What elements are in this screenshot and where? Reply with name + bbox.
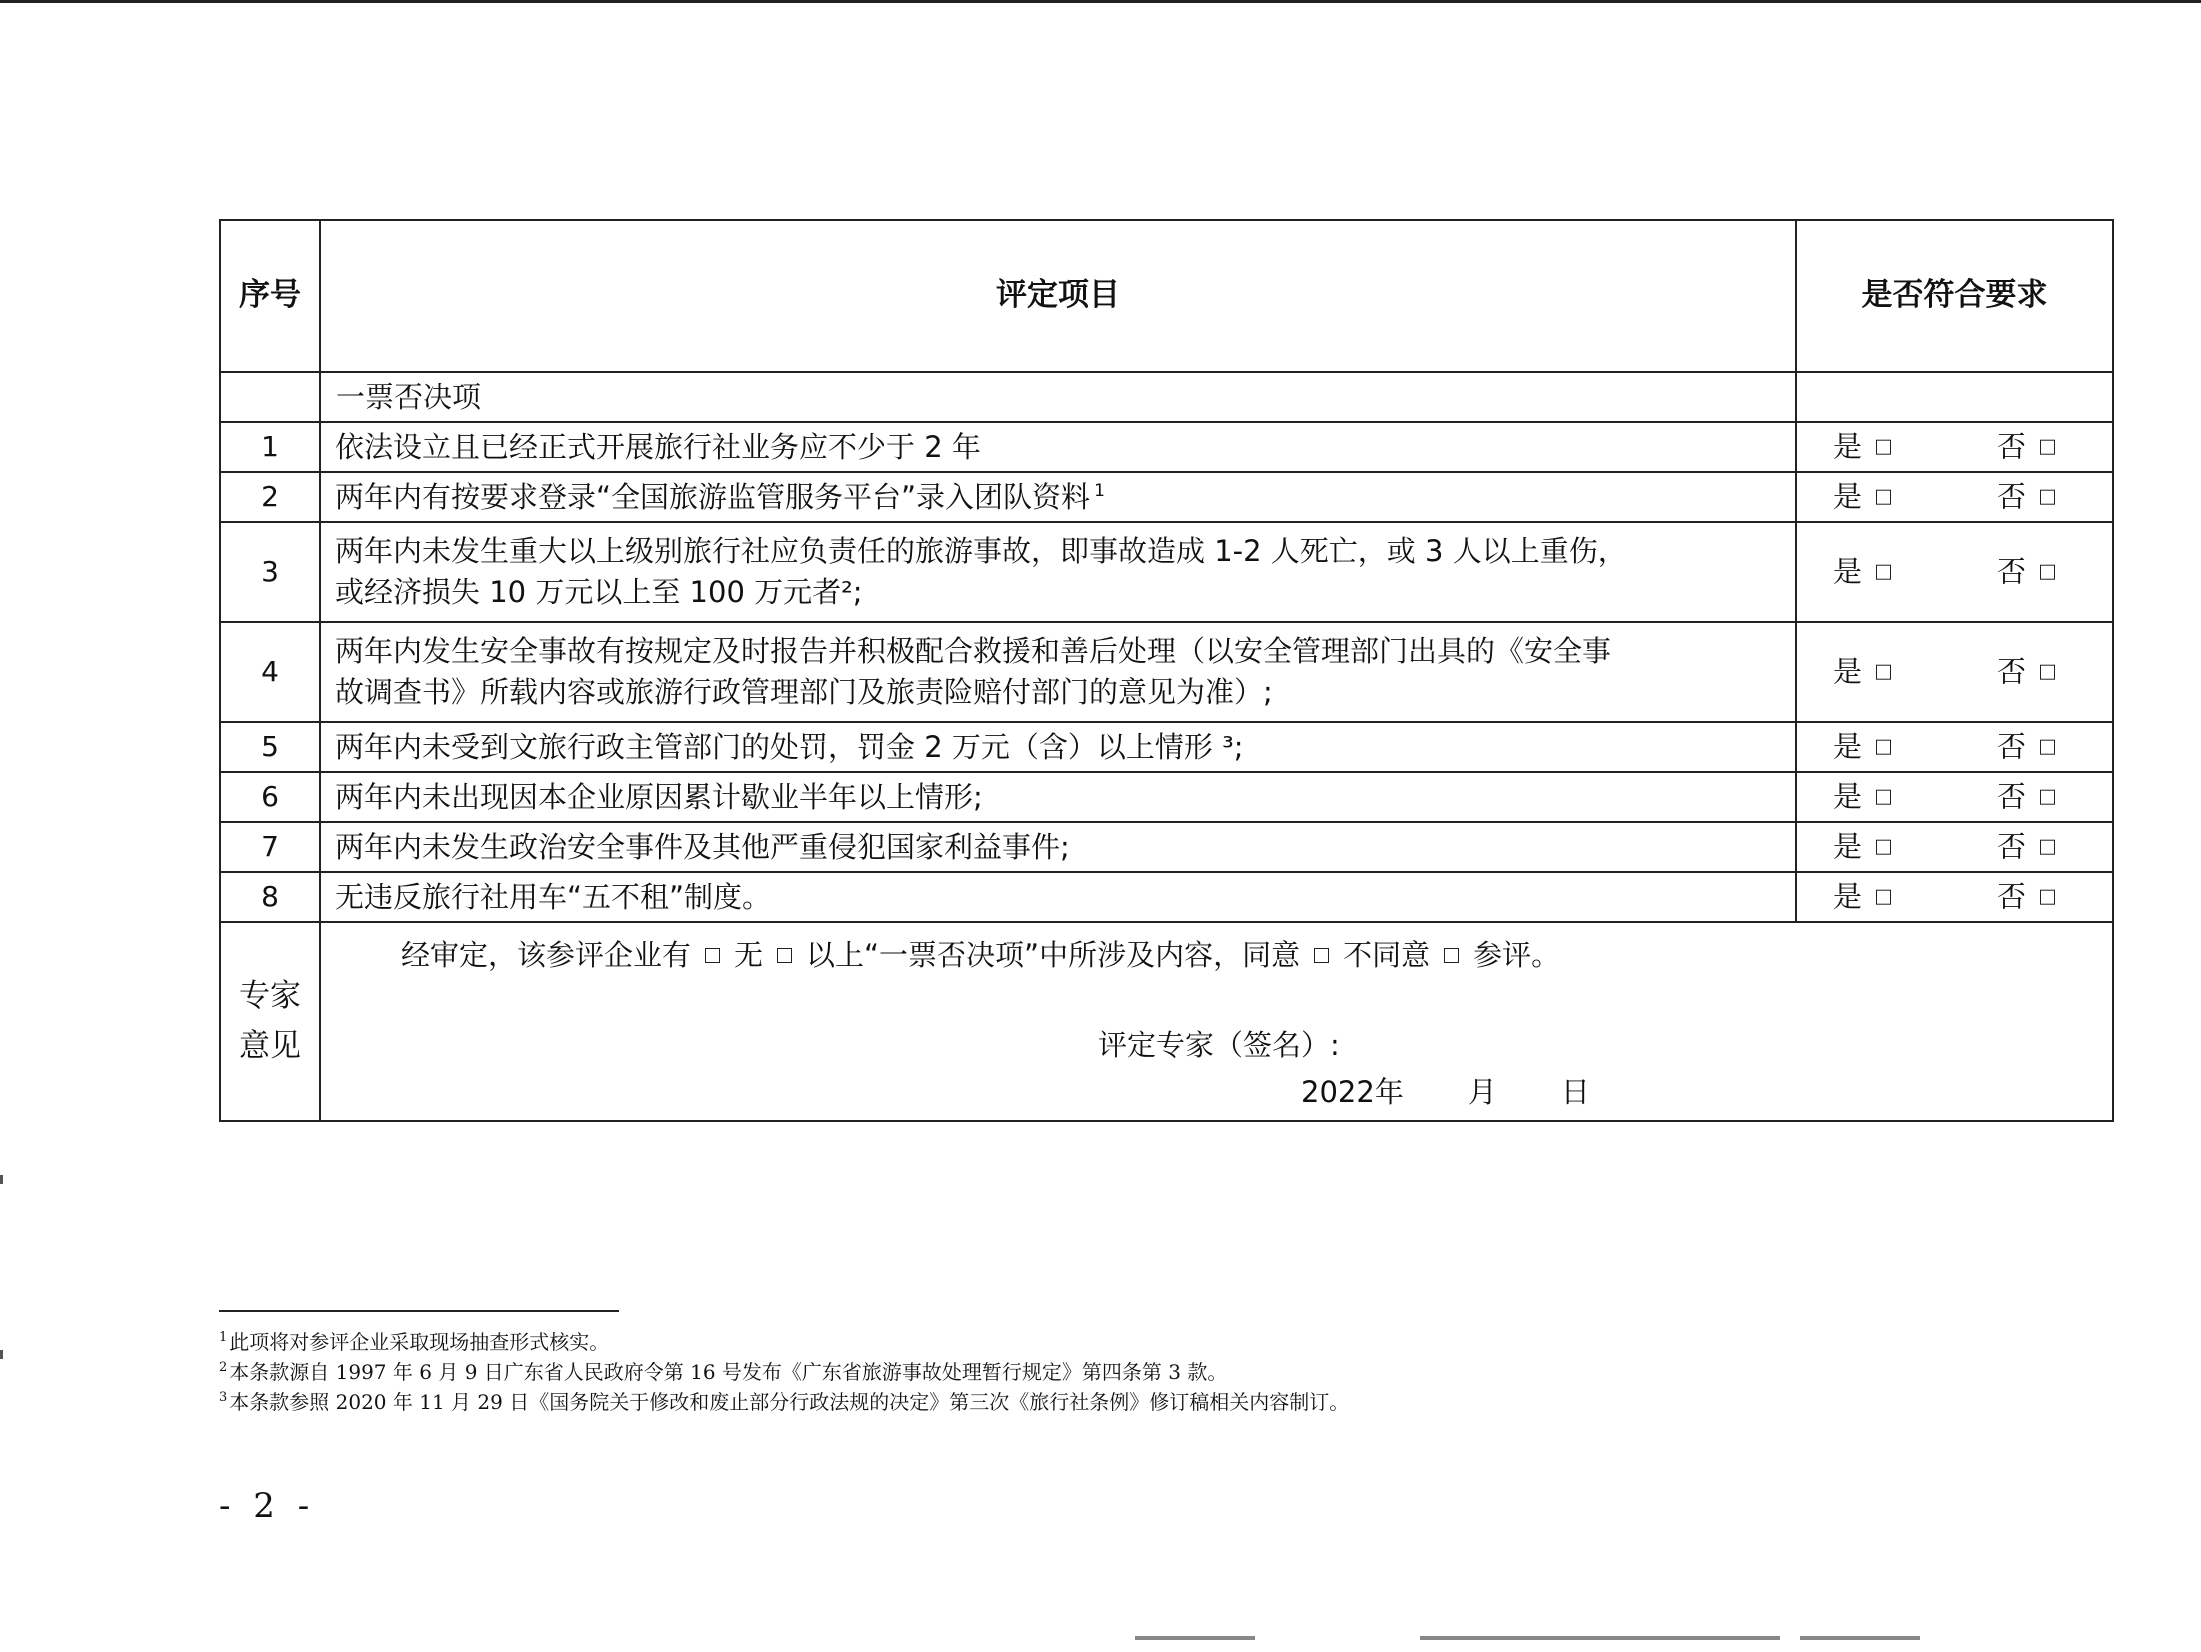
yes-option[interactable] (1833, 552, 1891, 593)
disagree-checkbox[interactable] (1444, 948, 1459, 963)
row-number: 8 (220, 872, 320, 922)
no-label: 否 (1997, 829, 2027, 864)
table-row (220, 822, 2113, 872)
yes-label: 是 (1833, 829, 1863, 864)
row-criterion (320, 472, 1796, 522)
no-checkbox[interactable] (2040, 789, 2055, 804)
yes-checkbox[interactable] (1876, 839, 1891, 854)
statement-part: 参评。 (1473, 938, 1561, 972)
row-compliance (1796, 872, 2113, 922)
row-criterion (320, 622, 1796, 722)
yes-option[interactable] (1833, 477, 1891, 518)
section-empty-cell (1796, 372, 2113, 422)
statement-part: 经审定，该参评企业有 (401, 938, 692, 972)
footnote-line (219, 1326, 609, 1355)
row-criterion (320, 822, 1796, 872)
table-header-row (220, 220, 2113, 372)
signature-label: 评定专家（签名）: (1098, 1028, 1340, 1062)
table-row (220, 472, 2113, 522)
row-criterion (320, 722, 1796, 772)
yes-option[interactable] (1833, 827, 1891, 868)
criterion-text: 两年内未受到文旅行政主管部门的处罚，罚金 2 万元（含）以上情形 ³; (335, 729, 1244, 764)
yes-checkbox[interactable] (1876, 889, 1891, 904)
scan-margin-mark (0, 1175, 3, 1184)
row-number: 5 (220, 722, 320, 772)
no-label: 否 (1997, 479, 2027, 514)
criterion-text: 两年内有按要求登录“全国旅游监管服务平台”录入团队资料 (335, 479, 1091, 514)
no-label: 否 (1997, 654, 2027, 689)
scan-artifact (1135, 1636, 1255, 1640)
footnote-text: 本条款源自 1997 年 6 月 9 日广东省人民政府令第 16 号发布《广东省旅游事故处理暂行规定》第四条第 3 款。 (229, 1360, 1228, 1384)
section-title: 一票否决项 (320, 372, 1796, 422)
yes-option[interactable] (1833, 427, 1891, 468)
has-checkbox[interactable] (705, 948, 720, 963)
scan-artifact (1420, 1636, 1780, 1640)
row-criterion (320, 772, 1796, 822)
section-row (220, 372, 2113, 422)
table-row (220, 722, 2113, 772)
row-number: 4 (220, 622, 320, 722)
footnote-line (219, 1386, 1349, 1415)
no-label: 否 (1997, 554, 2027, 589)
row-criterion (320, 522, 1796, 622)
no-checkbox[interactable] (2040, 839, 2055, 854)
criterion-text: 无违反旅行社用车“五不租”制度。 (335, 879, 772, 914)
yes-checkbox[interactable] (1876, 439, 1891, 454)
no-label: 否 (1997, 879, 2027, 914)
table-row (220, 622, 2113, 722)
no-option[interactable] (1997, 477, 2055, 518)
table-row (220, 772, 2113, 822)
yes-label: 是 (1833, 429, 1863, 464)
row-compliance (1796, 722, 2113, 772)
row-compliance (1796, 772, 2113, 822)
row-compliance (1796, 472, 2113, 522)
date-year: 2022 (1301, 1075, 1375, 1109)
no-option[interactable] (1997, 552, 2055, 593)
table-row (220, 522, 2113, 622)
no-option[interactable] (1997, 427, 2055, 468)
footnote-text: 此项将对参评企业采取现场抽查形式核实。 (229, 1330, 610, 1354)
expert-label-line2: 意见 (239, 1027, 301, 1064)
date-month-unit: 月 (1467, 1075, 1497, 1109)
criterion-text: 依法设立且已经正式开展旅行社业务应不少于 2 年 (335, 429, 981, 464)
yes-label: 是 (1833, 779, 1863, 814)
scan-margin-mark (0, 1350, 3, 1359)
yes-label: 是 (1833, 554, 1863, 589)
section-empty-cell (220, 372, 320, 422)
no-option[interactable] (1997, 652, 2055, 693)
expert-opinion-content (320, 922, 2113, 1121)
yes-option[interactable] (1833, 727, 1891, 768)
scan-top-border (0, 0, 2201, 3)
yes-checkbox[interactable] (1876, 664, 1891, 679)
yes-label: 是 (1833, 729, 1863, 764)
yes-checkbox[interactable] (1876, 564, 1891, 579)
no-checkbox[interactable] (2040, 664, 2055, 679)
yes-option[interactable] (1833, 877, 1891, 918)
expert-statement (401, 935, 1560, 976)
criterion-text-cont: 或经济损失 10 万元以上至 100 万元者²; (335, 575, 863, 609)
yes-label: 是 (1833, 479, 1863, 514)
row-number: 7 (220, 822, 320, 872)
date-day-unit: 日 (1560, 1075, 1590, 1109)
footnote-mark: 2 (219, 1360, 228, 1376)
no-label: 否 (1997, 729, 2027, 764)
row-criterion (320, 872, 1796, 922)
no-label: 否 (1997, 429, 2027, 464)
yes-label: 是 (1833, 879, 1863, 914)
footnote-rule (219, 1310, 619, 1312)
no-checkbox[interactable] (2040, 489, 2055, 504)
header-item: 评定项目 (320, 220, 1796, 372)
no-label: 否 (1997, 779, 2027, 814)
criterion-text: 两年内未发生政治安全事件及其他严重侵犯国家利益事件; (335, 829, 1070, 864)
footnote-mark: 3 (219, 1390, 228, 1406)
none-checkbox[interactable] (777, 948, 792, 963)
table-row (220, 872, 2113, 922)
yes-option[interactable] (1833, 777, 1891, 818)
yes-checkbox[interactable] (1876, 789, 1891, 804)
footnote-line (219, 1356, 1227, 1385)
footnote-text: 本条款参照 2020 年 11 月 29 日《国务院关于修改和废止部分行政法规的决定》第三次《旅行社条例》修订稿相关内容制订。 (229, 1390, 1350, 1414)
page-number: - 2 - (219, 1486, 316, 1526)
row-number: 3 (220, 522, 320, 622)
statement-part: 以上“一票否决项”中所涉及内容，同意 (806, 938, 1301, 972)
footnote-mark: 1 (219, 1330, 228, 1346)
row-number: 1 (220, 422, 320, 472)
no-checkbox[interactable] (2040, 439, 2055, 454)
criterion-text-cont: 故调查书》所载内容或旅游行政管理部门及旅责险赔付部门的意见为准）; (335, 675, 1273, 709)
criterion-text: 两年内未出现因本企业原因累计歇业半年以上情形; (335, 779, 983, 814)
date-year-unit: 年 (1374, 1075, 1404, 1109)
row-compliance (1796, 822, 2113, 872)
row-criterion (320, 422, 1796, 472)
yes-label: 是 (1833, 654, 1863, 689)
table-row (220, 422, 2113, 472)
no-checkbox[interactable] (2040, 564, 2055, 579)
row-number: 6 (220, 772, 320, 822)
criterion-text: 两年内未发生重大以上级别旅行社应负责任的旅游事故，即事故造成 1-2 人死亡，或 3 人以上重伤， (335, 534, 1627, 569)
statement-part: 不同意 (1343, 938, 1431, 972)
yes-checkbox[interactable] (1876, 489, 1891, 504)
criterion-text: 两年内发生安全事故有按规定及时报告并积极配合救援和善后处理（以安全管理部门出具的《安全事 (335, 634, 1612, 669)
yes-checkbox[interactable] (1876, 739, 1891, 754)
no-option[interactable] (1997, 877, 2055, 918)
row-compliance (1796, 522, 2113, 622)
no-option[interactable] (1997, 727, 2055, 768)
no-option[interactable] (1997, 827, 2055, 868)
no-checkbox[interactable] (2040, 739, 2055, 754)
footnote-ref: 1 (1094, 481, 1105, 502)
expert-opinion-row (220, 922, 2113, 1121)
no-option[interactable] (1997, 777, 2055, 818)
no-checkbox[interactable] (2040, 889, 2055, 904)
signature-date (1301, 1072, 1590, 1113)
expert-opinion-label (220, 922, 320, 1121)
scan-artifact (1800, 1636, 1920, 1640)
agree-checkbox[interactable] (1314, 948, 1329, 963)
header-serial: 序号 (220, 220, 320, 372)
header-compliance: 是否符合要求 (1796, 220, 2113, 372)
row-number: 2 (220, 472, 320, 522)
statement-part: 无 (734, 938, 764, 972)
row-compliance (1796, 622, 2113, 722)
expert-label-line1: 专家 (239, 977, 301, 1014)
row-compliance (1796, 422, 2113, 472)
yes-option[interactable] (1833, 652, 1891, 693)
evaluation-table (219, 219, 2114, 1122)
